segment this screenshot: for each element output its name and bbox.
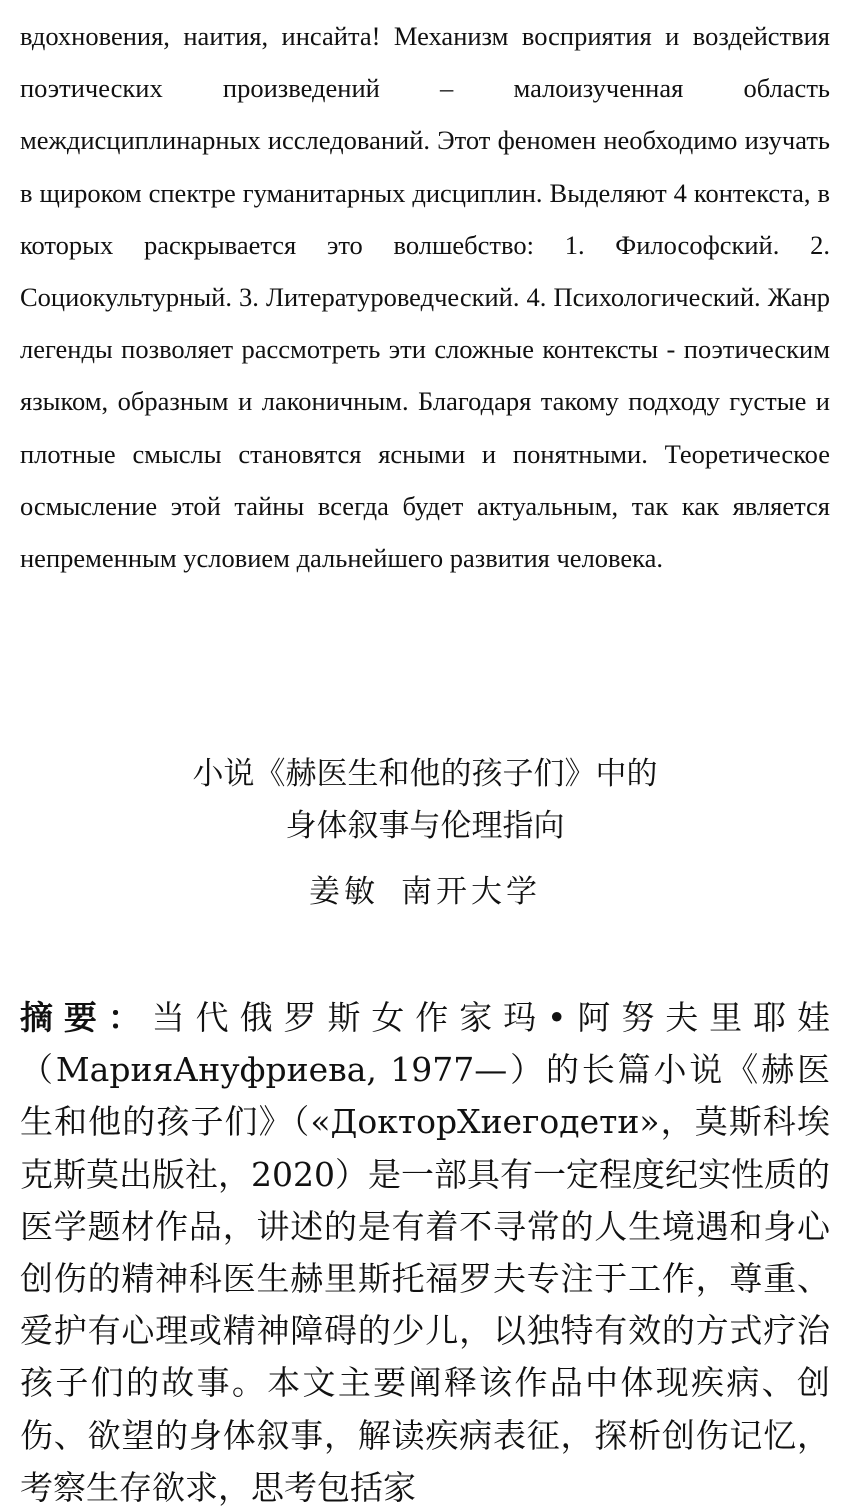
abstract-text: 当代俄罗斯女作家玛•阿努夫里耶娃（МарияАнуфриева, 1977—）的长篇小说《赫医生和他的孩子们》（«ДокторХиегодети»，莫斯科埃克斯莫出版社，2020）是一部具有一定程度纪实性质的医学题材作品，讲述的是有着不寻常的人生境遇和身心创伤的精神科医生赫里斯托福罗夫专注于工作，尊重、爱护有心理或精神障碍的少儿，以独特有效的方式疗治孩子们的故事。本文主要阐释该作品中体现疾病、创伤、欲望的身体叙事，解读疾病表征，探析创伤记忆，考察生存欲求，思考包括家 [20, 998, 831, 1507]
author-name: 姜敏 [309, 874, 379, 910]
author-affiliation: 南开大学 [401, 874, 541, 910]
article-title-line-2: 身体叙事与伦理指向 [285, 808, 565, 844]
article-title-line-1: 小说《赫医生和他的孩子们》中的 [192, 756, 658, 792]
abstract-label: 摘要： [20, 998, 152, 1037]
article-title [0, 748, 850, 852]
abstract [20, 992, 830, 1512]
russian-body-paragraph: вдохновения, наития, инсайта! Механизм восприятия и воздействия поэтических произведений – малоизученная область междисциплинарных исследований. Этот феномен необходимо изучать в щироком спектре гуманитарных дисциплин. Выделяют 4 контекста, в которых раскрывается это волшебство: 1. Философский. 2. Социокультурный. 3. Литературоведческий. 4. Психологический. Жанр легенды позволяет рассмотреть эти сложные контексты - поэтическим языком, образным и лаконичным. Благодаря такому подходу густые и плотные смыслы становятся ясными и понятными. Теоретическое осмысление этой тайны всегда будет актуальным, так как является непременным условием дальнейшего развития человека. [20, 21, 830, 574]
author-line [0, 866, 850, 918]
